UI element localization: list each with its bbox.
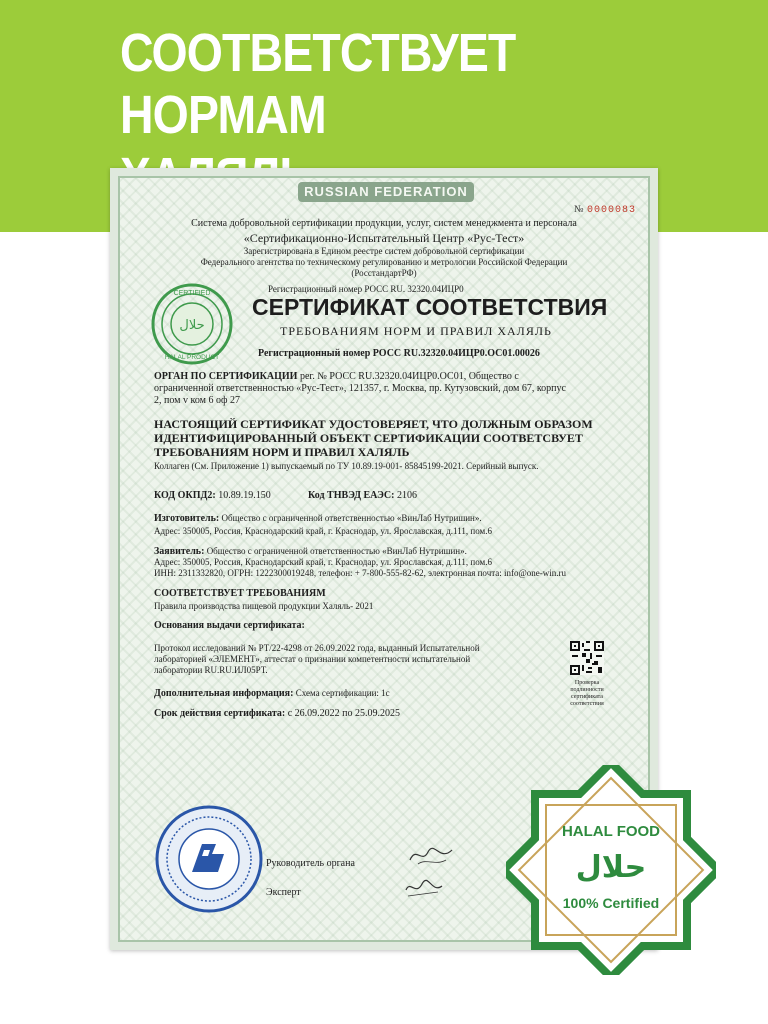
serial-number: 0000083 [586,205,636,216]
center-name: «Сертификационно-Испытательный Центр «Рус-Тест» [243,231,525,245]
system-reg-number: Регистрационный номер РОСС RU. 32320.04ИЦР0 [268,284,464,294]
certificate-title: СЕРТИФИКАТ СООТВЕТСТВИЯ [252,294,608,320]
tnved-label: Код ТНВЭД ЕАЭС: [308,490,395,501]
organ-text-2: ограниченной ответственностью «Рус-Тест», 121357, г. Москва, пр. Кутузовский, дом 67, корпус [154,383,566,394]
maker-label: Изготовитель: [154,513,220,524]
applicant [154,546,566,579]
organ-text-3: 2, пом v ком 6 оф 27 [154,395,240,406]
expert-signature-label: Эксперт [266,887,301,898]
statement-line-2: ИДЕНТИФИЦИРОВАННЫЙ ОБЪЕКТ СЕРТИФИКАЦИИ СООТВЕТСВУЕТ [154,431,583,445]
applicant-text-2: Адрес: 350005, Россия, Краснодарский край, г. Краснодар, ул. Ярославская, д.111, пом.6 [154,557,492,567]
basis-text-2: лабораторией «ЭЛЕМЕНТ», аттестат о признании компетентности испытательной [154,654,471,664]
additional-info [154,688,390,699]
statement-line-1: НАСТОЯЩИЙ СЕРТИФИКАТ УДОСТОВЕРЯЕТ, ЧТО ДОЛЖНЫМ ОБРАЗОМ [154,417,593,431]
qr-caption-1: Проверка [574,680,600,686]
registered-line-1: Зарегистрирована в Едином реестре систем добровольной сертификации [243,246,525,256]
badge-arabic: حلال [575,850,647,885]
badge-line-3: 100% Certified [562,895,660,911]
signature-expert [402,876,446,900]
complies-heading: СООТВЕТСТВУЕТ ТРЕБОВАНИЯМ [154,588,326,599]
stamp-top-text: CERTIFIED [173,290,211,297]
applicant-text-3: ИНН: 2311332820, ОГРН: 1222300019248, телефон: + 7-800-555-82-62, электронная почта: info@one-win.ru [154,568,567,578]
validity [154,708,400,719]
certification-body [154,371,594,407]
head-signature-label: Руководитель органа [266,858,355,869]
basis-text [154,643,480,676]
country-caption: RUSSIAN FEDERATION [298,182,474,202]
registered-line-3: (РосстандартРФ) [351,268,417,278]
certificate-reg-number: Регистрационный номер РОСС RU.32320.04ИЦР0.ОС01.00026 [258,348,540,359]
organ-seal [154,804,264,914]
stamp-arabic: حلال [179,318,205,333]
certificate-serial [574,204,636,216]
tnved-value: 2106 [394,490,417,501]
applicant-text-1: Общество с ограниченной ответственностью «ВинЛаб Нутришин». [204,546,467,556]
okpd-code [154,490,271,501]
basis-heading: Основания выдачи сертификата: [154,620,305,631]
manufacturer [154,512,492,537]
complies-text: Правила производства пищевой продукции Халяль- 2021 [154,601,374,611]
product-line: Коллаген (См. Приложение 1) выпускаемый по ТУ 10.89.19-001- 85845199-2021. Серийный выпуск. [154,461,539,471]
stamp-bottom-text: HALAL PRODUCT [164,354,220,361]
basis-text-1: Протокол исследований № РТ/22-4298 от 26.09.2022 года, выданный Испытательной [154,643,480,653]
qr-caption-4: соответствия [570,701,604,707]
signature-head [406,842,456,868]
certificate-subtitle: ТРЕБОВАНИЯМ НОРМ И ПРАВИЛ ХАЛЯЛЬ [280,324,552,338]
qr-caption [562,680,612,708]
halal-product-stamp [150,282,234,366]
serial-label: № [573,204,585,215]
banner-title-line-1: СООТВЕТСТВУЕТ НОРМАМ [120,23,516,145]
extra-value: Схема сертификации: 1с [293,688,390,698]
qr-caption-2: подлинности [570,687,604,693]
statement-line-3: ТРЕБОВАНИЯМ НОРМ И ПРАВИЛ ХАЛЯЛЬ [154,445,410,459]
okpd-value: 10.89.19.150 [215,490,271,501]
basis-text-3: лаборатории RU.RU.ИЛ05РТ. [154,665,268,675]
applicant-label: Заявитель: [154,546,205,557]
halal-food-badge [506,765,716,975]
extra-label: Дополнительная информация: [154,688,294,699]
validity-value: с 26.09.2022 по 25.09.2025 [285,708,401,719]
badge-line-1: HALAL FOOD [561,823,661,840]
system-line: Система добровольной сертификации продукции, услуг, систем менеджмента и персонала [191,218,577,229]
organ-label: ОРГАН ПО СЕРТИФИКАЦИИ [154,371,298,382]
qr-code [570,641,604,675]
tnved-code [308,490,417,501]
okpd-label: КОД ОКПД2: [154,490,216,501]
validity-label: Срок действия сертификата: [154,708,286,719]
maker-text-1: Общество с ограниченной ответственностью «ВинЛаб Нутришин». [219,513,482,523]
organ-text-1: рег. № РОСС RU.32320.04ИЦР0.ОС01, Общество с [297,371,519,382]
maker-text-2: Адрес: 350005, Россия, Краснодарский край, г. Краснодар, ул. Ярославская, д.111, пом.6 [154,526,492,536]
qr-caption-3: сертификата [571,694,603,700]
registered-line-2: Федерального агентства по техническому регулированию и метрологии Российской Федерации [200,257,568,267]
